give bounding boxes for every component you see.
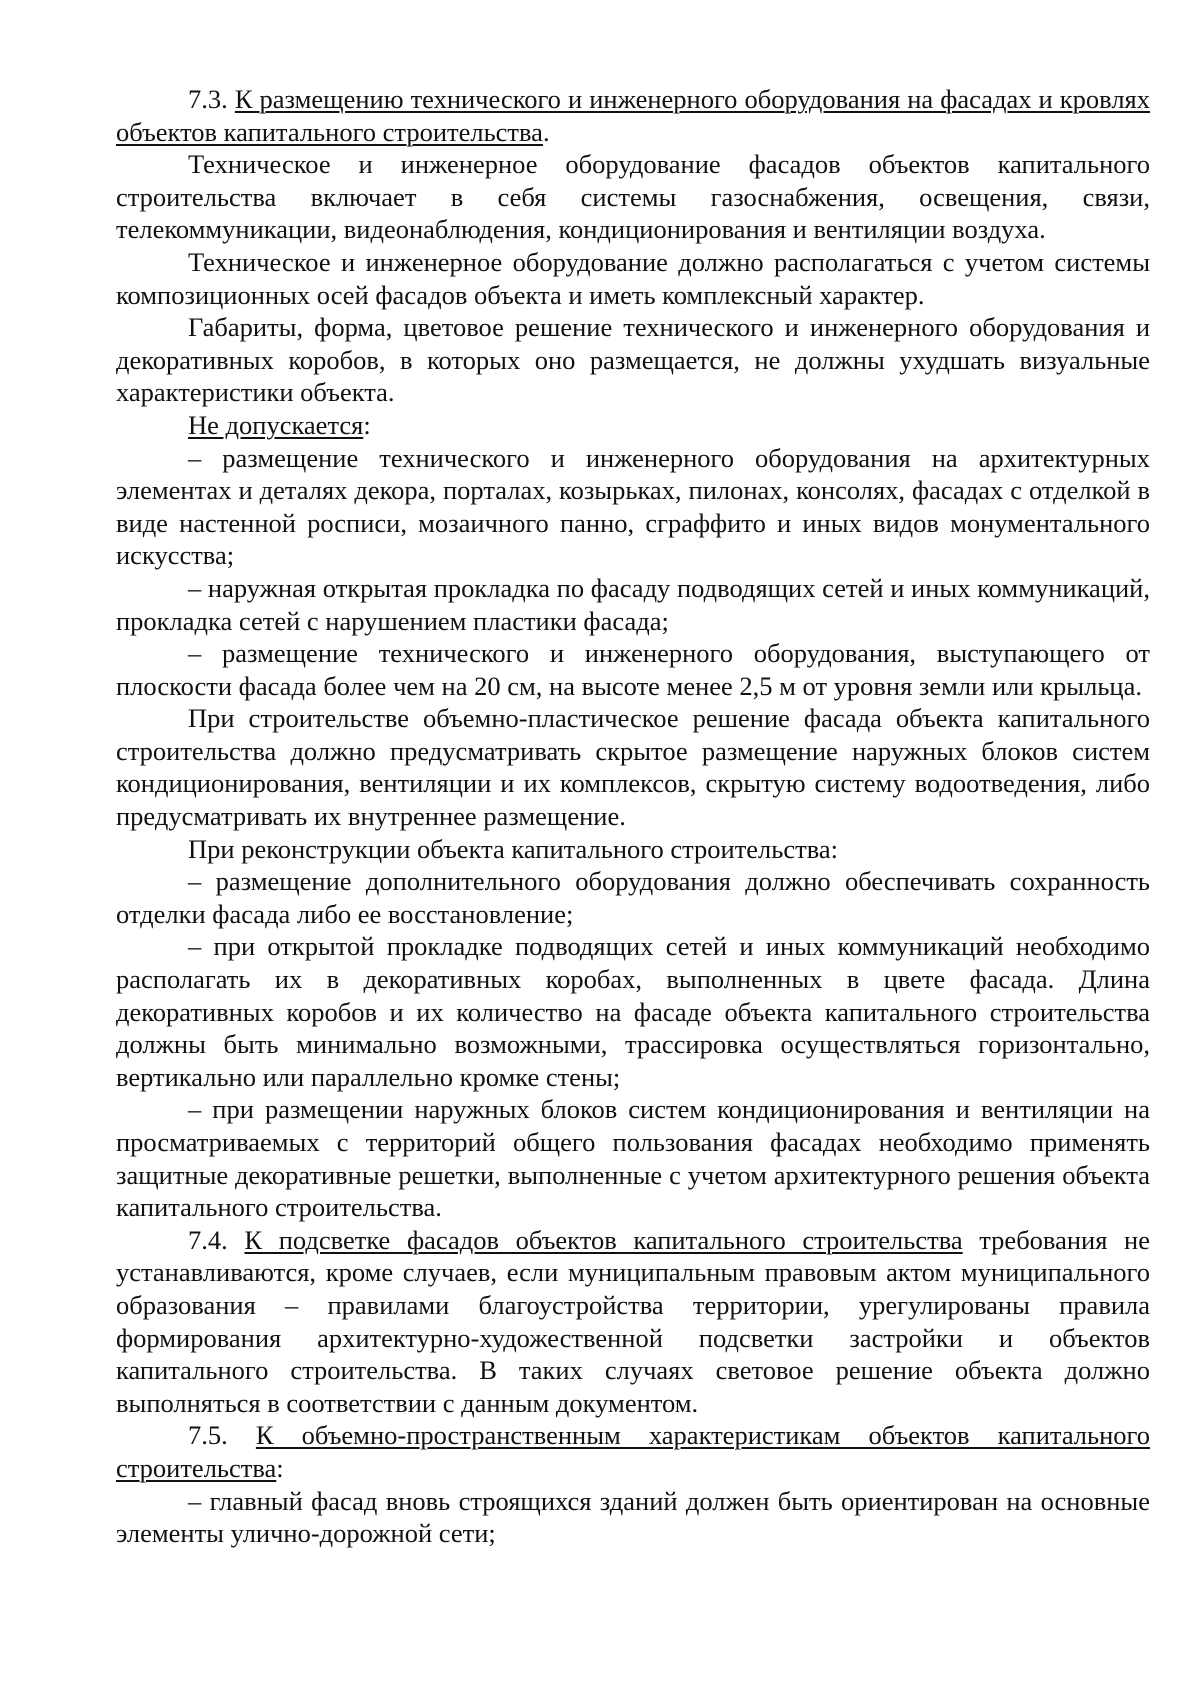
- label-colon: :: [363, 409, 371, 440]
- list-item: – при размещении наружных блоков систем кондиционирования и вентиляции на просматриваемых с территорий общего пользования фасадах необходимо применять защитные декоративные решетки, выполненные с учетом архитектурного решения объекта капитального строительства.: [116, 1094, 1150, 1223]
- list-item: – размещение технического и инженерного оборудования на архитектурных элементах и деталях декора, порталах, козырьках, пилонах, консолях, фасадах с отделкой в виде настенной росписи, мозаичного панно, сграффито и иных видов монументального искусства;: [116, 442, 1150, 571]
- section-7-5-heading: [116, 1419, 1150, 1484]
- section-heading: К подсветке фасадов объектов капитального строительства: [244, 1224, 963, 1255]
- section-7-3-heading: [116, 83, 1150, 148]
- paragraph: При строительстве объемно-пластическое решение фасада объекта капитального строительства должно предусматривать скрытое размещение наружных блоков систем кондиционирования, вентиляции и их комплексов, скрытую систему водоотведения, либо предусматривать их внутреннее размещение.: [116, 703, 1150, 832]
- section-number: 7.4.: [188, 1224, 228, 1255]
- section-number: 7.3.: [188, 84, 228, 114]
- not-allowed-label-line: [116, 409, 1150, 442]
- document-page: [116, 83, 1150, 1550]
- not-allowed-label: Не допускается: [188, 409, 364, 440]
- section-7-4: [116, 1224, 1150, 1420]
- section-heading: К размещению технического и инженерного оборудования на фасадах и кровлях объектов капитального строительства: [116, 84, 1150, 147]
- list-item: – размещение дополнительного оборудования должно обеспечивать сохранность отделки фасада либо ее восстановление;: [116, 866, 1150, 929]
- section-heading: К объемно-пространственным характеристикам объектов капитального строительства: [116, 1420, 1151, 1483]
- paragraph: Техническое и инженерное оборудование фасадов объектов капитального строительства включает в себя системы газоснабжения, освещения, связи, телекоммуникации, видеонаблюдения, кондиционирования и вентиляции воздуха.: [116, 149, 1150, 245]
- paragraph: Габариты, форма, цветовое решение технического и инженерного оборудования и декоративных коробов, в которых оно размещается, не должны ухудшать визуальные характеристики объекта.: [116, 312, 1150, 408]
- list-item: – наружная открытая прокладка по фасаду подводящих сетей и иных коммуникаций, прокладка сетей с нарушением пластики фасада;: [116, 572, 1150, 636]
- paragraph: При реконструкции объекта капитального строительства:: [188, 833, 838, 864]
- list-item: – при открытой прокладке подводящих сетей и иных коммуникаций необходимо располагать их в декоративных коробах, выполненных в цвете фасада. Длина декоративных коробов и их количество на фасаде объекта капитального строительства должны быть минимально возможными, трассировка осуществляться горизонтально, вертикально или параллельно кромке стены;: [116, 931, 1150, 1092]
- heading-punctuation: .: [542, 116, 550, 147]
- heading-punctuation: :: [276, 1452, 284, 1483]
- section-number: 7.5.: [188, 1420, 228, 1451]
- list-item: – размещение технического и инженерного оборудования, выступающего от плоскости фасада более чем на 20 см, на высоте менее 2,5 м от уровня земли или крыльца.: [116, 638, 1150, 701]
- paragraph: Техническое и инженерное оборудование должно располагаться с учетом системы композиционных осей фасадов объекта и иметь комплексный характер.: [116, 246, 1150, 310]
- list-item: – главный фасад вновь строящихся зданий должен быть ориентирован на основные элементы улично-дорожной сети;: [116, 1485, 1150, 1549]
- section-body: требования не устанавливаются, кроме случаев, если муниципальным правовым актом муниципального образования – правилами благоустройства территории, урегулированы правила формирования архитектурно-художественной подсветки застройки и объектов капитального строительства. В таких случаях световое решение объекта должно выполняться в соответствии с данным документом.: [116, 1224, 1151, 1418]
